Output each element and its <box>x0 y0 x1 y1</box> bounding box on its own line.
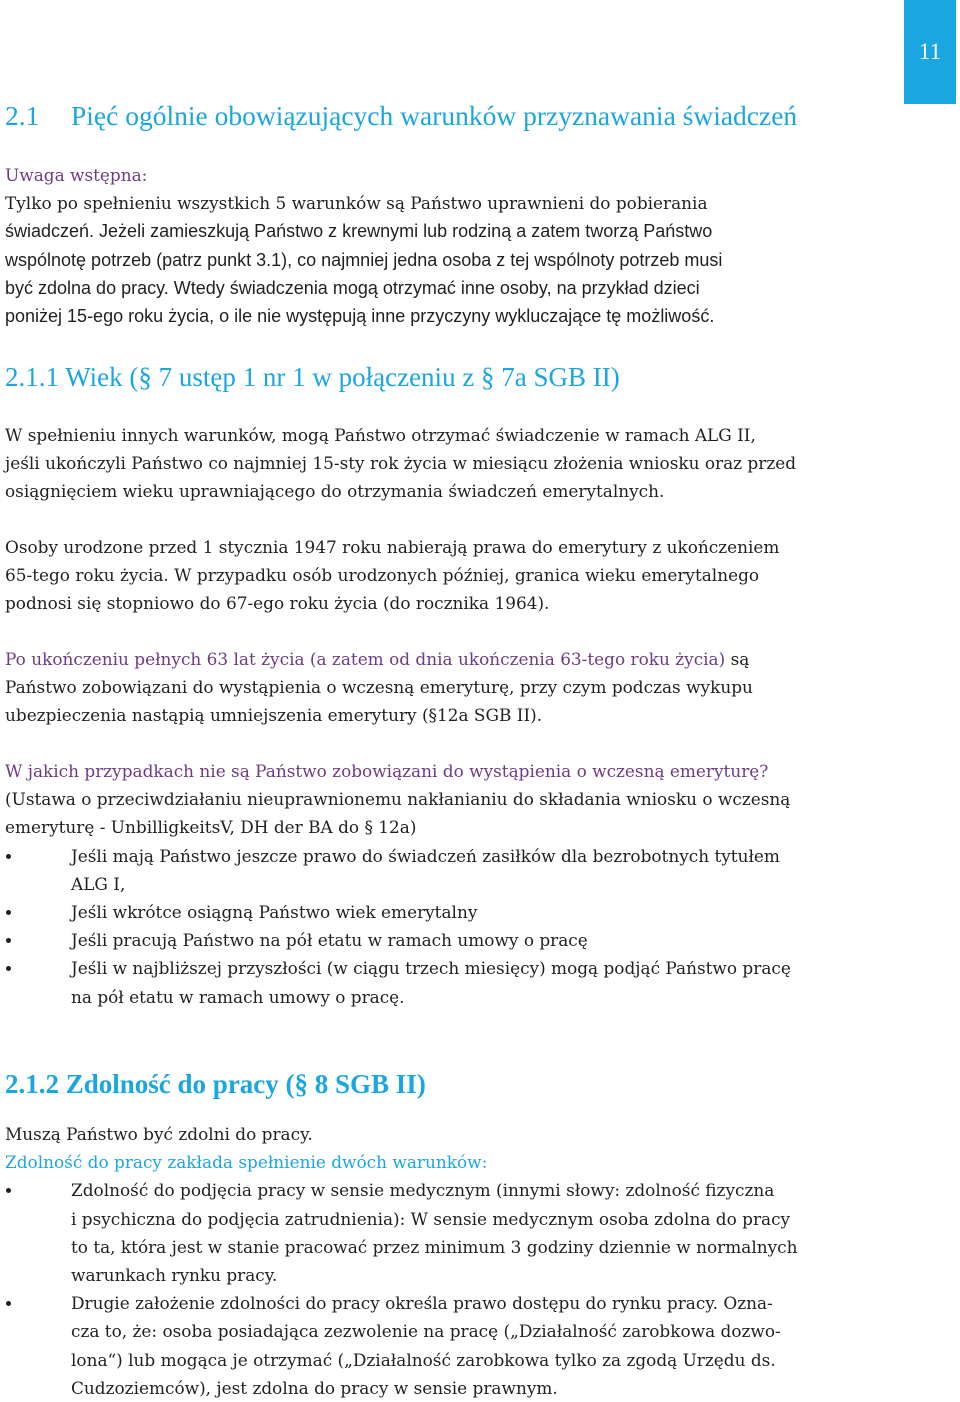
age-paragraph-3: Po ukończeniu pełnych 63 lat życia (a zatem od dnia ukończenia 63-tego roku życia) są Państwo zobowiązani do wystąpienia o wczesną emeryturę, przy czym podczas wykupu ubezpieczenia nastąpią umniejszenia emerytury (§12a SGB II). <box>5 649 753 726</box>
note-label: Uwaga wstępna: <box>5 165 148 185</box>
early-pension-highlight: Po ukończeniu pełnych 63 lat życia (a zatem od dnia ukończenia 63-tego roku życia) <box>5 649 726 669</box>
list-item: Jeśli wkrótce osiągną Państwo wiek emerytalny <box>5 898 885 926</box>
page-number-tab <box>904 0 956 104</box>
note-line: wspólnotę potrzeb (patrz punkt 3.1), co najmniej jedna osoba z tej wspólnoty potrzeb musi <box>5 249 723 270</box>
bullet-icon <box>6 854 11 859</box>
note-block <box>5 161 885 330</box>
note-line: poniżej 15-ego roku życia, o ile nie występują inne przyczyny wykluczające tę możliwość. <box>5 306 715 327</box>
note-line: świadczeń. Jeżeli zamieszkują Państwo z krewnymi lub rodziną a zatem tworzą Państwo <box>5 221 713 242</box>
list-item: Drugie założenie zdolności do pracy określa prawo dostępu do rynku pracy. Ozna- cza to, że: osoba posiadająca zezwolenie na pracę („Działalność zarobkowa dozwo- lona“) lub mogąca je otrzymać („Działalność zarobkowa tylko za zgodą Urzędu ds. Cudzoziemców), jest zdolna do pracy w sensie prawnym. <box>5 1289 885 1402</box>
list-item: Jeśli mają Państwo jeszcze prawo do świadczeń zasiłków dla bezrobotnych tytułem ALG I, <box>5 842 885 898</box>
bullet-icon <box>6 910 11 915</box>
work-capacity-highlight: Zdolność do pracy zakłada spełnienie dwóch warunków: <box>5 1152 488 1173</box>
bullet-icon <box>6 938 11 943</box>
law-reference: (Ustawa o przeciwdziałaniu nieuprawnionemu nakłanianiu do składania wniosku o wczesną <box>5 789 791 810</box>
age-paragraph-2: Osoby urodzone przed 1 stycznia 1947 roku nabierają prawa do emerytury z ukończeniem 65-tego roku życia. W przypadku osób urodzonych później, granica wieku emerytalnego podnosi się stopniowo do 67-ego roku życia (do rocznika 1964). <box>5 537 780 614</box>
list-item: Jeśli w najbliższej przyszłości (w ciągu trzech miesięcy) mogą podjąć Państwo pracę na pół etatu w ramach umowy o pracę. <box>5 954 885 1010</box>
conditions-list <box>5 1176 885 1402</box>
law-reference: emeryturę - UnbilligkeitsV, DH der BA do § 12a) <box>5 817 417 838</box>
section-heading <box>5 100 797 132</box>
bullet-icon <box>6 1188 11 1193</box>
note-line: być zdolna do pracy. Wtedy świadczenia mogą otrzymać inne osoby, na przykład dzieci <box>5 277 700 298</box>
list-item: Jeśli pracują Państwo na pół etatu w ramach umowy o pracę <box>5 926 885 954</box>
list-item: Zdolność do podjęcia pracy w sensie medycznym (innymi słowy: zdolność fizyczna i psychiczna do podjęcia zatrudnienia): W sensie medycznym osoba zdolna do pracy to ta, która jest w stanie pracować przez minimum 3 godziny dziennie w normalnych warunkach rynku pracy. <box>5 1176 885 1289</box>
age-paragraph-1: W spełnieniu innych warunków, mogą Państwo otrzymać świadczenie w ramach ALG II, jeśli ukończyli Państwo co najmniej 15-sty rok życia w miesiącu złożenia wniosku oraz przed osiągnięciem wieku uprawniającego do otrzymania świadczeń emerytalnych. <box>5 425 797 502</box>
subsection-heading-age: 2.1.1 Wiek (§ 7 ustęp 1 nr 1 w połączeniu z § 7a SGB II) <box>5 362 620 392</box>
section-title: Pięć ogólnie obowiązujących warunków przyznawania świadczeń <box>71 100 798 131</box>
note-line: Tylko po spełnieniu wszystkich 5 warunków są Państwo uprawnieni do pobierania <box>5 193 708 214</box>
page-number: 11 <box>918 39 942 64</box>
bullet-icon <box>6 966 11 971</box>
exceptions-block <box>5 757 885 1011</box>
subsection-heading-work-capacity: 2.1.2 Zdolność do pracy (§ 8 SGB II) <box>5 1069 426 1099</box>
work-capacity-block <box>5 1120 885 1402</box>
work-capacity-intro: Muszą Państwo być zdolni do pracy. <box>5 1124 313 1144</box>
exceptions-question: W jakich przypadkach nie są Państwo zobowiązani do wystąpienia o wczesną emeryturę? <box>5 761 769 781</box>
bullet-icon <box>6 1301 11 1306</box>
exceptions-list <box>5 842 885 1011</box>
section-number: 2.1 <box>5 100 40 131</box>
